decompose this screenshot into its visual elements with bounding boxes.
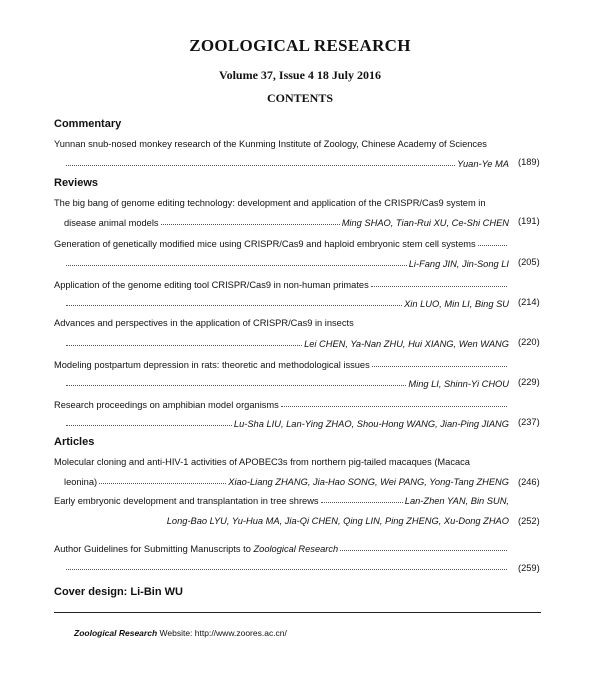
entry-leader-line <box>64 559 509 573</box>
entry-title-line <box>54 276 509 290</box>
entry-authors: Lei CHEN, Ya-Nan ZHU, Hui XIANG, Wen WANG <box>304 339 509 349</box>
dot-leader <box>66 265 407 266</box>
dot-leader <box>478 245 507 246</box>
entry-title[interactable]: The big bang of genome editing technology: development and application of the CRISPR/Cas9 system in <box>54 198 486 208</box>
journal-title: ZOOLOGICAL RESEARCH <box>189 36 411 55</box>
dot-leader <box>66 569 507 570</box>
entry-leader-line <box>64 255 509 269</box>
entry-title-plain: Author Guidelines for Submitting Manuscripts to <box>54 544 254 554</box>
dot-leader <box>281 406 507 407</box>
dot-leader <box>66 385 406 386</box>
entry-authors: Xin LUO, Min LI, Bing SU <box>404 299 509 309</box>
entry-authors: Lu-Sha LIU, Lan-Ying ZHAO, Shou-Hong WANG, Jian-Ping JIANG <box>233 419 509 429</box>
entry-page-number: (205) <box>518 257 540 267</box>
entry-page-number: (246) <box>518 477 540 487</box>
footer-website[interactable]: Website: http://www.zoores.ac.cn/ <box>157 628 287 638</box>
entry-leader-line <box>64 295 509 309</box>
entry-title[interactable]: Yunnan snub-nosed monkey research of the Kunming Institute of Zoology, Chinese Academy of Sciences <box>54 139 487 149</box>
entry-leader-line <box>64 473 509 487</box>
entry-page-number: (220) <box>518 337 540 347</box>
footer-divider <box>54 612 541 613</box>
entry-authors: Ming LI, Shinn-Yi CHOU <box>408 379 509 389</box>
dot-leader <box>372 366 507 367</box>
entry-page-number: (229) <box>518 377 540 387</box>
entry-title-italic: Zoological Research <box>253 544 339 554</box>
dot-leader <box>371 286 507 287</box>
entry-leader-line <box>64 155 509 169</box>
dot-leader <box>66 345 302 346</box>
entry-authors: Xiao-Liang ZHANG, Jia-Hao SONG, Wei PANG, Yong-Tang ZHENG <box>228 477 509 487</box>
dot-leader <box>66 305 402 306</box>
entry-leader-line <box>64 214 509 228</box>
entry-leader-line <box>64 415 509 429</box>
section-commentary: Commentary <box>54 118 122 130</box>
entry-authors: Yuan-Ye MA <box>457 159 509 169</box>
dot-leader <box>321 502 403 503</box>
entry-title[interactable]: Research proceedings on amphibian model organisms <box>54 400 279 410</box>
entry-title[interactable]: Advances and perspectives in the application of CRISPR/Cas9 in insects <box>54 318 354 328</box>
entry-title-line <box>54 396 509 410</box>
volume-issue-date: Volume 37, Issue 4 18 July 2016 <box>219 68 381 82</box>
dot-leader <box>161 224 340 225</box>
entry-page-number: (189) <box>518 157 540 167</box>
entry-authors-continued: Long-Bao LYU, Yu-Hua MA, Jia-Qi CHEN, Qing LIN, Ping ZHENG, Xu-Dong ZHAO <box>166 516 509 526</box>
entry-page-number: (237) <box>518 417 540 427</box>
entry-title-line <box>54 235 509 249</box>
entry-page-number: (191) <box>518 216 540 226</box>
entry-title[interactable]: Early embryonic development and transplantation in tree shrews <box>54 496 319 506</box>
entry-title[interactable]: Application of the genome editing tool CRISPR/Cas9 in non-human primates <box>54 280 369 290</box>
entry-authors: Ming SHAO, Tian-Rui XU, Ce-Shi CHEN <box>341 218 509 228</box>
entry-title-continued: disease animal models <box>64 218 159 228</box>
entry-authors: Li-Fang JIN, Jin-Song LI <box>408 259 509 269</box>
entry-page-number: (252) <box>518 516 540 526</box>
entry-leader-line <box>64 375 509 389</box>
entry-title[interactable] <box>54 544 338 554</box>
footer <box>74 628 287 638</box>
dot-leader <box>99 483 226 484</box>
entry-title-line <box>54 540 509 554</box>
entry-authors-line <box>64 512 509 526</box>
entry-authors: Lan-Zhen YAN, Bin SUN, <box>404 496 509 506</box>
footer-journal-name: Zoological Research <box>74 628 158 638</box>
entry-leader-line <box>64 335 509 349</box>
contents-heading: CONTENTS <box>266 91 334 105</box>
dot-leader <box>340 550 507 551</box>
section-reviews: Reviews <box>54 177 99 189</box>
section-articles: Articles <box>54 436 95 448</box>
entry-title-continued: leonina) <box>64 477 98 487</box>
entry-title[interactable]: Modeling postpartum depression in rats: theoretic and methodological issues <box>54 360 370 370</box>
dot-leader <box>66 165 455 166</box>
entry-page-number: (214) <box>518 297 540 307</box>
entry-title[interactable]: Molecular cloning and anti-HIV-1 activities of APOBEC3s from northern pig-tailed macaques (Macaca <box>54 457 470 467</box>
entry-page-number: (259) <box>518 563 540 573</box>
dot-leader <box>66 425 232 426</box>
cover-design-credit: Cover design: Li-Bin WU <box>54 586 183 598</box>
entry-title[interactable]: Generation of genetically modified mice using CRISPR/Cas9 and haploid embryonic stem cell systems <box>54 239 476 249</box>
entry-title-line <box>54 356 509 370</box>
entry-title-line <box>54 492 509 506</box>
